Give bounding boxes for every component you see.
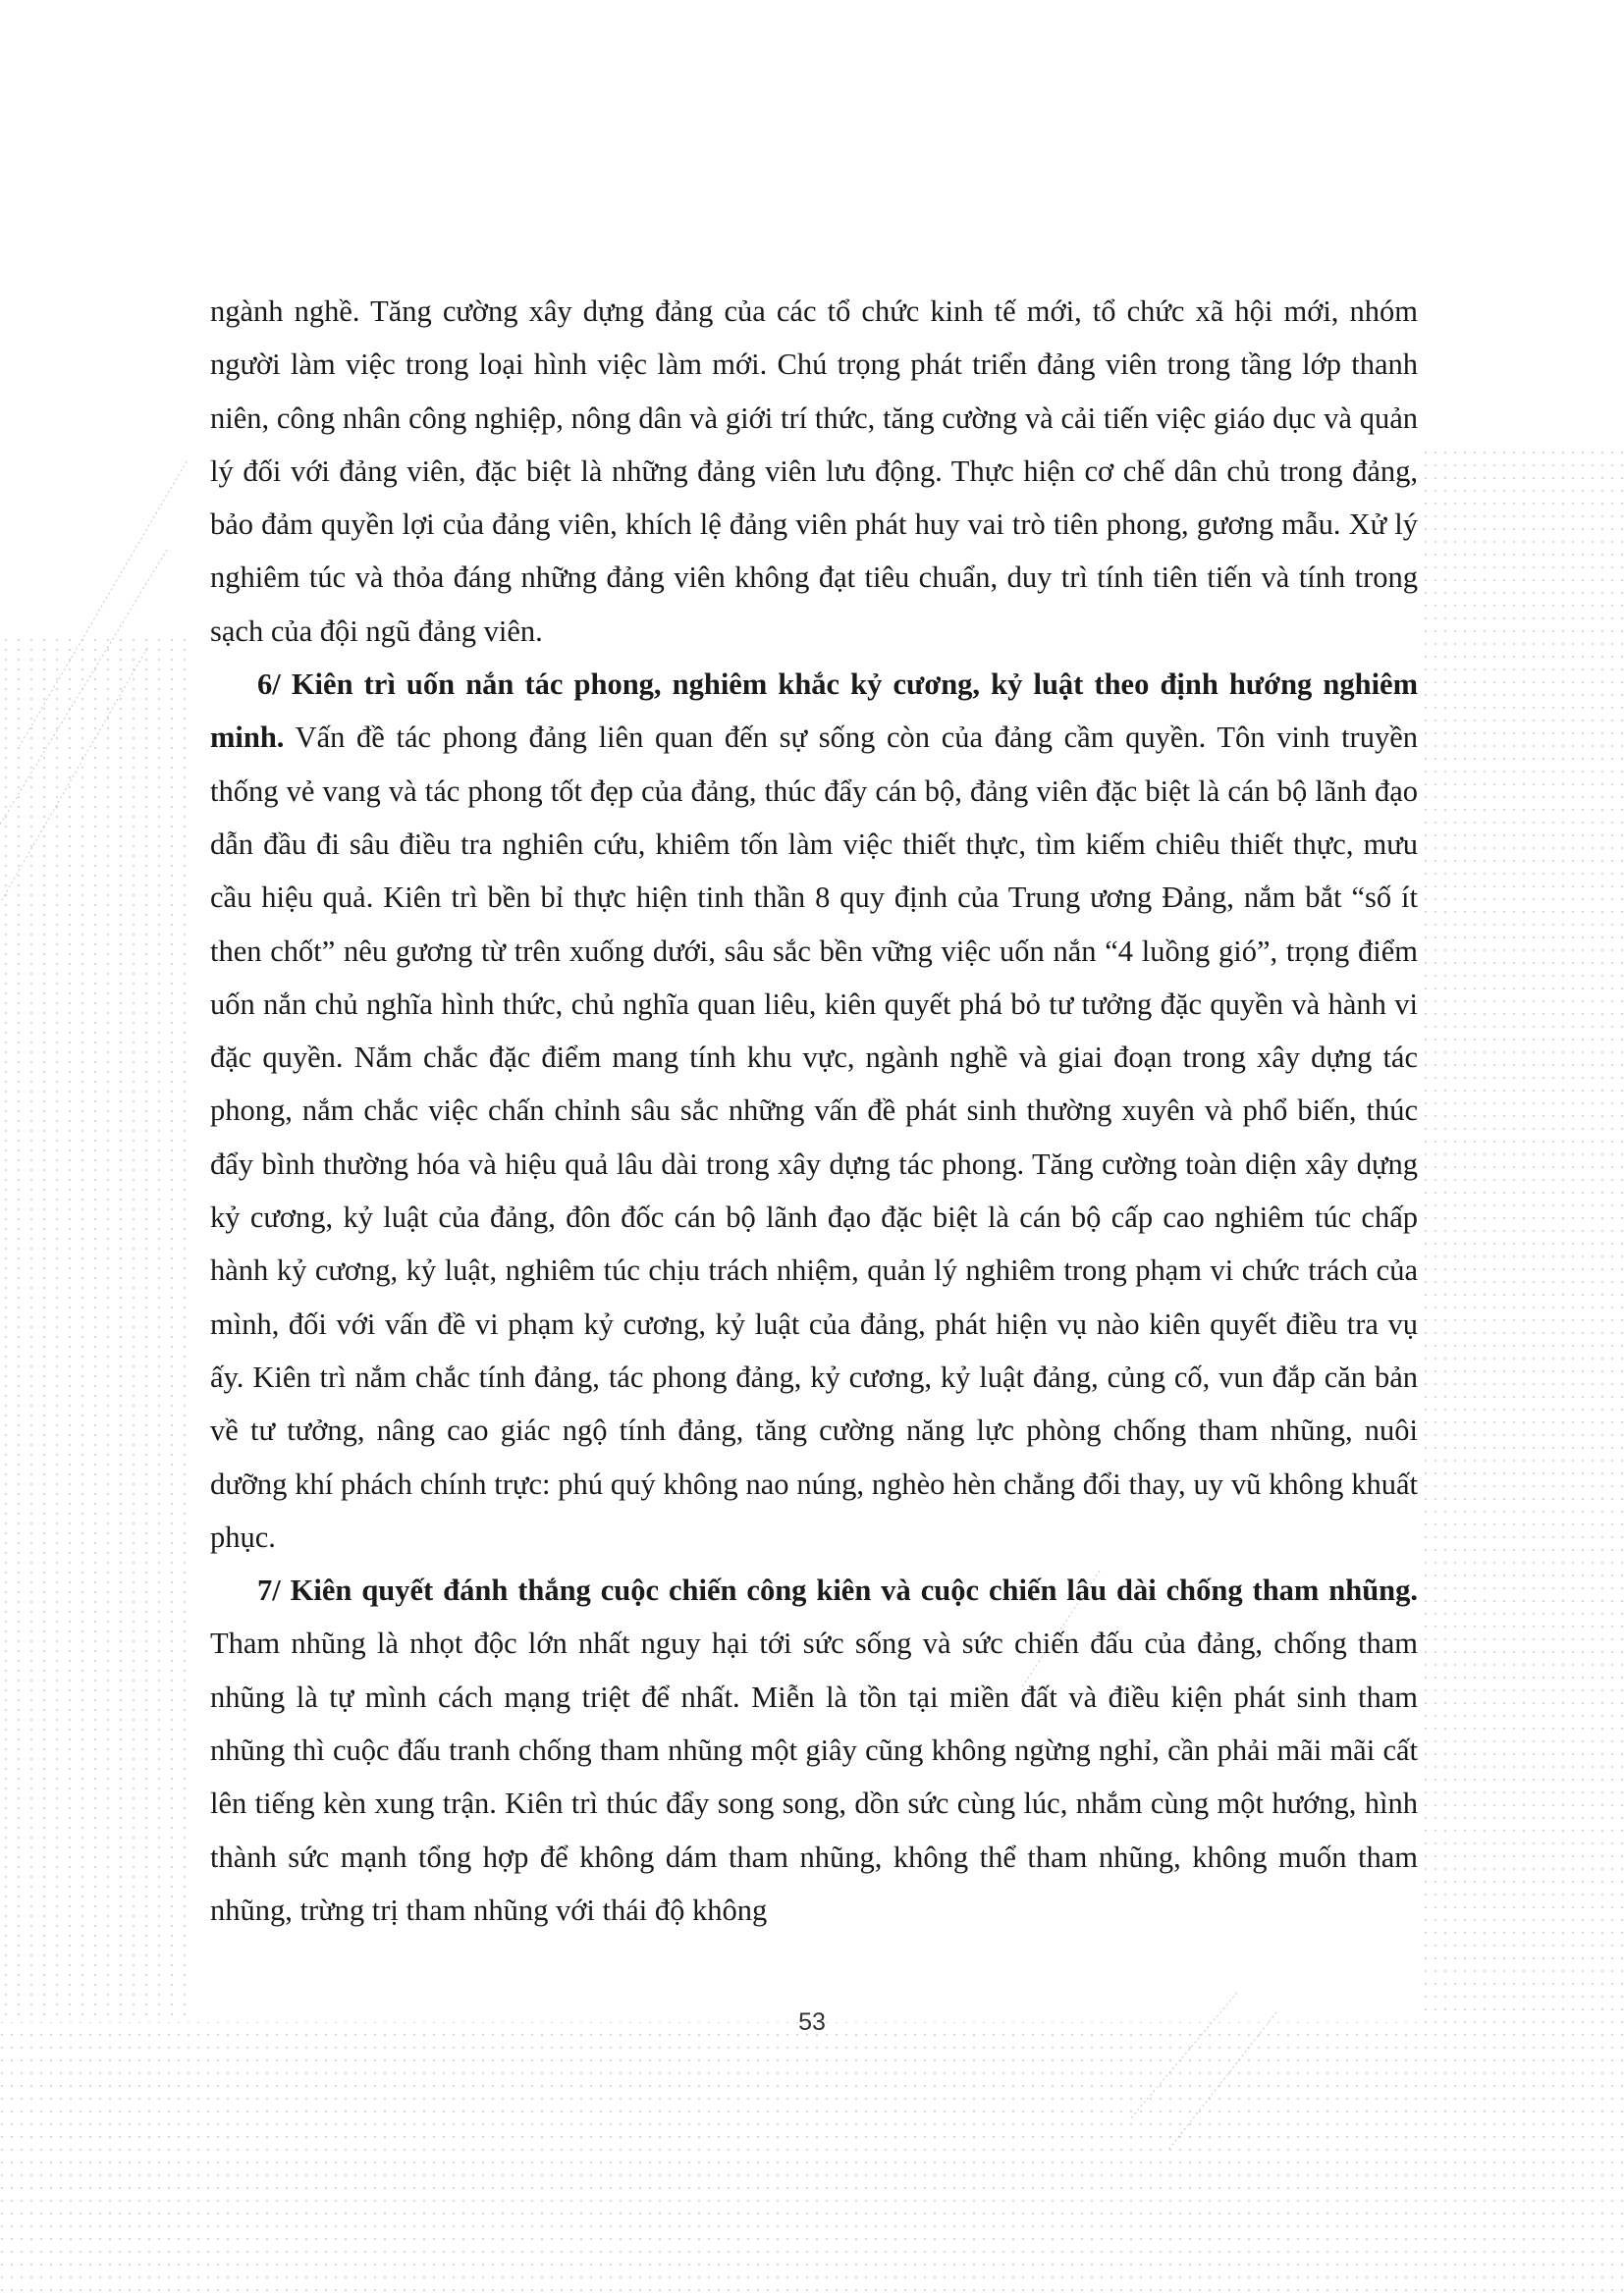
left-dot-field [0,638,187,2022]
paragraph-2 [210,658,1418,1564]
right-dot-field [1419,452,1624,2022]
paragraph-3-body: Tham nhũng là nhọt độc lớn nhất nguy hại tới sức sống và sức chiến đấu của đảng, chống tham nhũng là tự mình cách mạng triệt để nhất. Miễn là tồn tại miền đất và điều kiện phát sinh tham nhũng thì cuộc đấu tranh chống tham nhũng một giây cũng không ngừng nghỉ, cần phải mãi mãi cất lên tiếng kèn xung trận. Kiên trì thúc đẩy song song, dồn sức cùng lúc, nhắm cùng một hướng, hình thành sức mạnh tổng hợp để không dám tham nhũng, không thể tham nhũng, không muốn tham nhũng, trừng trị tham nhũng với thái độ không [210,1627,1418,1927]
paragraph-2-body: Vấn đề tác phong đảng liên quan đến sự sống còn của đảng cầm quyền. Tôn vinh truyền thống vẻ vang và tác phong tốt đẹp của đảng, thúc đẩy cán bộ, đảng viên đặc biệt là cán bộ lãnh đạo dẫn đầu đi sâu điều tra nghiên cứu, khiêm tốn làm việc thiết thực, tìm kiếm chiêu thiết thực, mưu cầu hiệu quả. Kiên trì bền bỉ thực hiện tinh thần 8 quy định của Trung ương Đảng, nắm bắt “số ít then chốt” nêu gương từ trên xuống dưới, sâu sắc bền vững việc uốn nắn “4 luồng gió”, trọng điểm uốn nắn chủ nghĩa hình thức, chủ nghĩa quan liêu, kiên quyết phá bỏ tư tưởng đặc quyền và hành vi đặc quyền. Nắm chắc đặc điểm mang tính khu vực, ngành nghề và giai đoạn trong xây dựng tác phong, nắm chắc việc chấn chỉnh sâu sắc những vấn đề phát sinh thường xuyên và phổ biến, thúc đẩy bình thường hóa và hiệu quả lâu dài trong xây dựng tác phong. Tăng cường toàn diện xây dựng kỷ cương, kỷ luật của đảng, đôn đốc cán bộ lãnh đạo đặc biệt là cán bộ cấp cao nghiêm túc chấp hành kỷ cương, kỷ luật, nghiêm túc chịu trách nhiệm, quản lý nghiêm trong phạm vi chức trách của mình, đối với vấn đề vi phạm kỷ cương, kỷ luật của đảng, phát hiện vụ nào kiên quyết điều tra vụ ấy. Kiên trì nắm chắc tính đảng, tác phong đảng, kỷ cương, kỷ luật đảng, củng cố, vun đắp căn bản về tư tưởng, nâng cao giác ngộ tính đảng, tăng cường năng lực phòng chống tham nhũng, nuôi dưỡng khí phách chính trực: phú quý không nao núng, nghèo hèn chẳng đổi thay, uy vũ không khuất phục. [210,721,1418,1554]
section-7-heading: 7/ Kiên quyết đánh thắng cuộc chiến công kiên và cuộc chiến lâu dài chống tham nhũng. [257,1574,1418,1608]
paragraph-3 [210,1564,1418,1937]
page-number: 53 [798,2008,826,2036]
bottom-dot-field [0,2022,1624,2296]
paragraph-1: ngành nghề. Tăng cường xây dựng đảng của các tổ chức kinh tế mới, tổ chức xã hội mới, nhóm người làm việc trong loại hình việc làm mới. Chú trọng phát triển đảng viên trong tầng lớp thanh niên, công nhân công nghiệp, nông dân và giới trí thức, tăng cường và cải tiến việc giáo dục và quản lý đối với đảng viên, đặc biệt là những đảng viên lưu động. Thực hiện cơ chế dân chủ trong đảng, bảo đảm quyền lợi của đảng viên, khích lệ đảng viên phát huy vai trò tiên phong, gương mẫu. Xử lý nghiêm túc và thỏa đáng những đảng viên không đạt tiêu chuẩn, duy trì tính tiên tiến và tính trong sạch của đội ngũ đảng viên. [210,294,1418,648]
document-body [210,285,1418,1937]
section-6-heading: 6/ Kiên trì uốn nắn tác phong, nghiêm khắc kỷ cương, kỷ luật theo định hướng nghiêm minh. [210,667,1418,755]
